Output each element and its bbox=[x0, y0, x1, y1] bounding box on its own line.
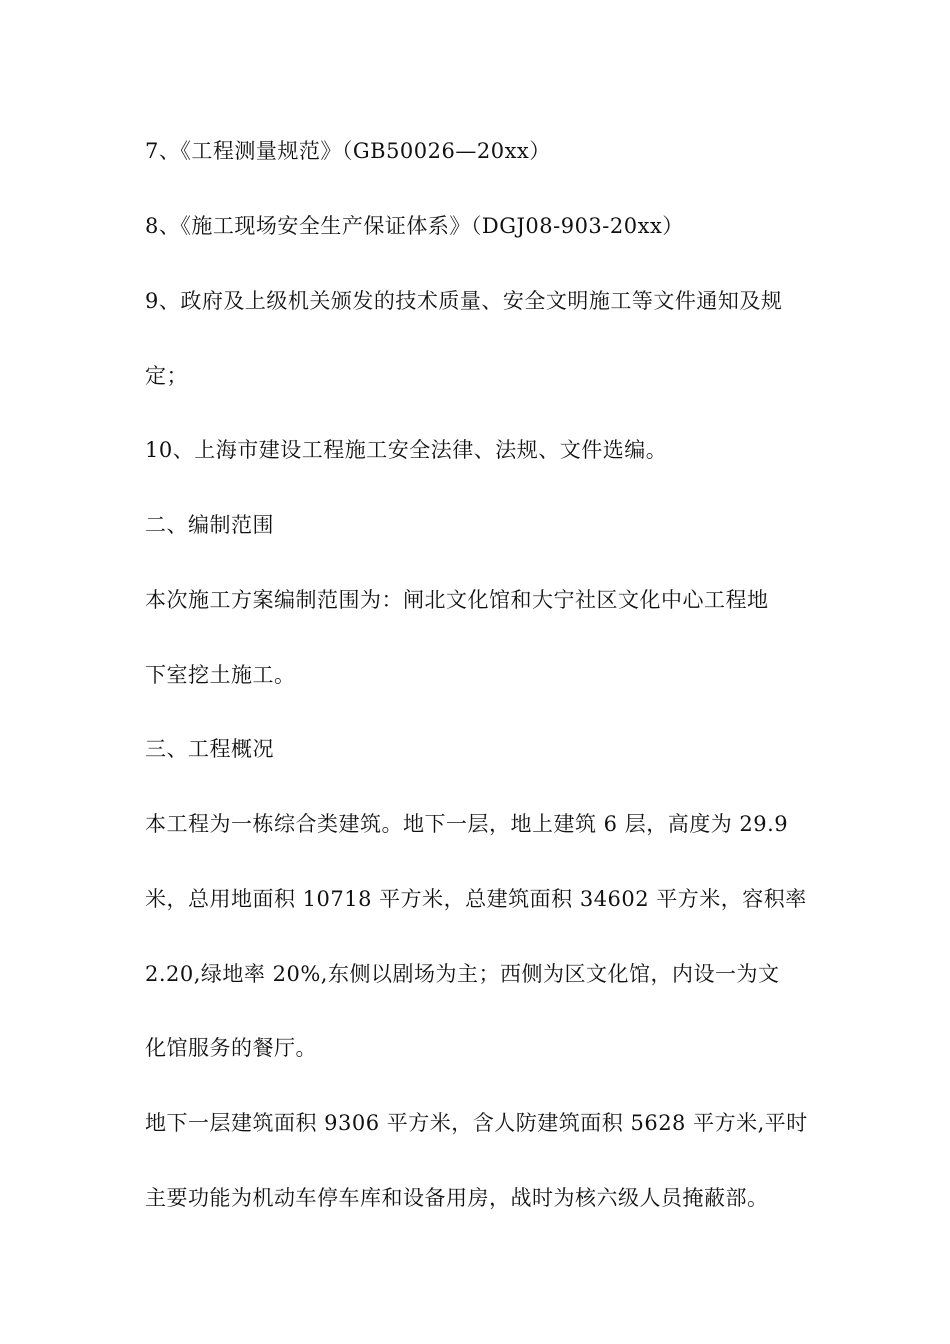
basement-paragraph-line-1: 地下一层建筑面积 9306 平方米，含人防建筑面积 5628 平方米,平时 bbox=[145, 1111, 808, 1135]
overview-paragraph-line-2: 米，总用地面积 10718 平方米，总建筑面积 34602 平方米，容积率 bbox=[145, 887, 807, 911]
section-heading-scope: 二、编制范围 bbox=[145, 513, 274, 537]
overview-paragraph-line-1: 本工程为一栋综合类建筑。地下一层，地上建筑 6 层，高度为 29.9 bbox=[145, 812, 789, 836]
basement-paragraph-line-2: 主要功能为机动车停车库和设备用房，战时为核六级人员掩蔽部。 bbox=[145, 1186, 769, 1210]
reference-item-9-line-1: 9、政府及上级机关颁发的技术质量、安全文明施工等文件通知及规 bbox=[145, 289, 783, 313]
scope-paragraph-line-2: 下室挖土施工。 bbox=[145, 663, 296, 687]
section-heading-overview: 三、工程概况 bbox=[145, 737, 274, 761]
overview-paragraph-line-3: 2.20,绿地率 20%,东侧以剧场为主；西侧为区文化馆，内设一为文 bbox=[145, 962, 780, 986]
reference-item-8: 8、《施工现场安全生产保证体系》（DGJ08-903-20xx） bbox=[145, 214, 684, 238]
reference-item-7: 7、《工程测量规范》（GB50026—20xx） bbox=[145, 139, 551, 163]
reference-item-10: 10、上海市建设工程施工安全法律、法规、文件选编。 bbox=[145, 438, 668, 462]
reference-item-9-line-2: 定； bbox=[145, 364, 188, 388]
scope-paragraph-line-1: 本次施工方案编制范围为：闸北文化馆和大宁社区文化中心工程地 bbox=[145, 588, 769, 612]
overview-paragraph-line-4: 化馆服务的餐厅。 bbox=[145, 1036, 317, 1060]
